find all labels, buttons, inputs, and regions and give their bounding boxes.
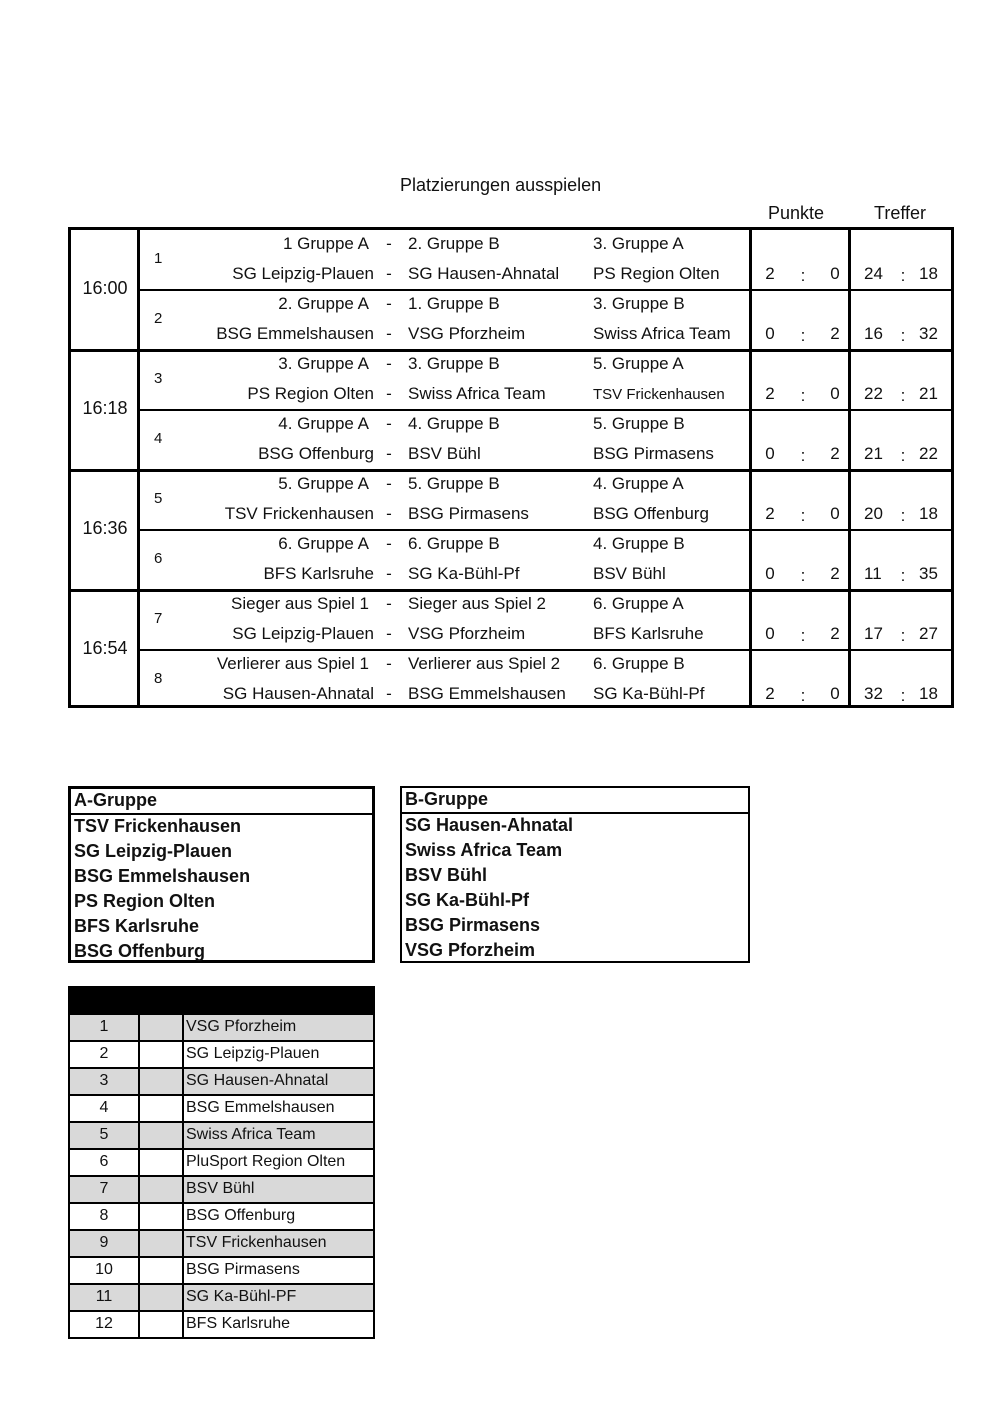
dash: - (386, 384, 392, 403)
referee-team: BSV Bühl (593, 564, 666, 583)
referee-team: BSG Pirmasens (593, 444, 714, 463)
ranking-position: 11 (70, 1285, 140, 1310)
points-away: 2 (830, 624, 840, 643)
goals-home: 22 (864, 384, 883, 403)
ranking-team: BFS Karlsruhe (186, 1315, 291, 1332)
dash: - (386, 564, 392, 583)
points-colon: : (800, 266, 806, 285)
goals-home: 32 (864, 684, 883, 703)
ranking-position: 1 (70, 1015, 140, 1040)
ranking-position: 12 (70, 1312, 140, 1337)
group-team: VSG Pforzheim (405, 940, 536, 960)
away-seed-label: 6. Gruppe B (408, 534, 500, 553)
ranking-empty-cell (140, 1069, 184, 1094)
goals-colon: : (900, 626, 906, 645)
points-home: 2 (765, 264, 775, 283)
home-seed-label: Verlierer aus Spiel 1 (216, 654, 369, 673)
away-team: BSG Emmelshausen (408, 684, 566, 703)
away-team: SG Hausen-Ahnatal (408, 264, 560, 283)
points-away: 0 (830, 264, 840, 283)
points-home: 2 (765, 504, 775, 523)
ranking-empty-cell (140, 1177, 184, 1202)
dash: - (386, 504, 392, 523)
goals-away: 22 (919, 444, 938, 463)
points-colon: : (800, 506, 806, 525)
ranking-team: BSV Bühl (186, 1180, 255, 1197)
away-seed-label: 5. Gruppe B (408, 474, 500, 493)
away-seed-label: Sieger aus Spiel 2 (408, 594, 546, 613)
referee-seed-label: 6. Gruppe B (593, 654, 685, 673)
ranking-position: 6 (70, 1150, 140, 1175)
ranking-empty-cell (140, 1231, 184, 1256)
home-team: SG Hausen-Ahnatal (222, 684, 374, 703)
ranking-empty-cell (140, 1204, 184, 1229)
ranking-row (70, 1256, 373, 1283)
ranking-team: Swiss Africa Team (186, 1126, 316, 1143)
time-divider (137, 230, 140, 705)
ranking-position: 3 (70, 1069, 140, 1094)
referee-seed-label: 6. Gruppe A (593, 594, 684, 613)
referee-team: PS Region Olten (593, 264, 720, 283)
goals-colon: : (900, 566, 906, 585)
referee-seed-label: 5. Gruppe A (593, 354, 684, 373)
group-team: BFS Karlsruhe (74, 916, 200, 936)
ranking-empty-cell (140, 1312, 184, 1337)
goals-home: 17 (864, 624, 883, 643)
points-away: 2 (830, 324, 840, 343)
points-home: 0 (765, 624, 775, 643)
home-seed-label: 3. Gruppe A (278, 354, 369, 373)
dash: - (386, 474, 392, 493)
dash: - (386, 534, 392, 553)
points-colon: : (800, 686, 806, 705)
group-team: SG Leipzig-Plauen (74, 841, 233, 861)
ranking-team: BSG Pirmasens (186, 1261, 300, 1278)
home-team: SG Leipzig-Plauen (232, 624, 374, 643)
away-team: Swiss Africa Team (408, 384, 546, 403)
ranking-empty-cell (140, 1096, 184, 1121)
dash: - (386, 684, 392, 703)
game-number: 1 (154, 250, 163, 267)
ranking-row (70, 1121, 373, 1148)
ranking-row (70, 1148, 373, 1175)
points-home: 2 (765, 684, 775, 703)
group-team: BSG Offenburg (74, 941, 205, 961)
dash: - (386, 234, 392, 253)
ranking-row (70, 1283, 373, 1310)
ranking-team: BSG Emmelshausen (186, 1099, 335, 1116)
game-divider (137, 529, 951, 531)
ranking-position: 7 (70, 1177, 140, 1202)
points-header: Punkte (768, 203, 825, 223)
referee-team: BFS Karlsruhe (593, 624, 704, 643)
home-team: SG Leipzig-Plauen (232, 264, 374, 283)
dash: - (386, 444, 392, 463)
game-number: 7 (154, 610, 163, 627)
group-team: BSV Bühl (405, 865, 488, 885)
away-team: BSG Pirmasens (408, 504, 529, 523)
points-colon: : (800, 386, 806, 405)
ranking-row (70, 1094, 373, 1121)
goals-header: Treffer (874, 203, 927, 223)
game-number: 3 (154, 370, 163, 387)
ranking-empty-cell (140, 1042, 184, 1067)
ranking-empty-cell (140, 1015, 184, 1040)
schedule-table (68, 227, 954, 708)
group-b-box (400, 786, 750, 963)
points-away: 0 (830, 684, 840, 703)
ranking-position: 4 (70, 1096, 140, 1121)
goals-colon: : (900, 506, 906, 525)
slot-time: 16:54 (82, 638, 128, 658)
referee-seed-label: 3. Gruppe B (593, 294, 685, 313)
group-b-title: B-Gruppe (402, 788, 748, 814)
ranking-row (70, 1229, 373, 1256)
ranking-team: SG Ka-Bühl-PF (186, 1288, 297, 1305)
away-seed-label: 3. Gruppe B (408, 354, 500, 373)
game-number: 8 (154, 670, 163, 687)
referee-seed-label: 4. Gruppe A (593, 474, 684, 493)
goals-colon: : (900, 446, 906, 465)
points-home: 0 (765, 564, 775, 583)
goals-away: 18 (919, 684, 938, 703)
ranking-empty-cell (140, 1285, 184, 1310)
goals-away: 18 (919, 504, 938, 523)
group-team: Swiss Africa Team (405, 840, 563, 860)
goals-colon: : (900, 266, 906, 285)
game-divider (137, 289, 951, 291)
ranking-team: SG Hausen-Ahnatal (186, 1072, 329, 1089)
referee-seed-label: 4. Gruppe B (593, 534, 685, 553)
page-title: Platzierungen ausspielen (400, 175, 602, 195)
goals-home: 21 (864, 444, 883, 463)
home-team: BSG Emmelshausen (216, 324, 374, 343)
points-home: 0 (765, 444, 775, 463)
goals-away: 27 (919, 624, 938, 643)
ranking-team: PluSport Region Olten (186, 1153, 346, 1170)
away-team: BSV Bühl (408, 444, 481, 463)
dash: - (386, 264, 392, 283)
slot-divider (71, 469, 951, 472)
home-team: BSG Offenburg (258, 444, 374, 463)
slot-divider (71, 349, 951, 352)
ranking-position: 10 (70, 1258, 140, 1283)
goals-away: 35 (919, 564, 938, 583)
group-a-title: A-Gruppe (71, 789, 372, 815)
goals-away: 21 (919, 384, 938, 403)
away-seed-label: Verlierer aus Spiel 2 (408, 654, 561, 673)
points-divider (749, 230, 752, 705)
points-colon: : (800, 326, 806, 345)
ranking-team: BSG Offenburg (186, 1207, 296, 1224)
group-team: BSG Pirmasens (405, 915, 541, 935)
goals-home: 11 (864, 564, 882, 583)
home-team: BFS Karlsruhe (263, 564, 374, 583)
home-seed-label: 5. Gruppe A (278, 474, 369, 493)
referee-seed-label: 3. Gruppe A (593, 234, 684, 253)
points-colon: : (800, 626, 806, 645)
goals-away: 18 (919, 264, 938, 283)
game-number: 6 (154, 550, 163, 567)
home-seed-label: 2. Gruppe A (278, 294, 369, 313)
ranking-row (70, 1013, 373, 1040)
slot-time: 16:36 (82, 518, 128, 538)
ranking-empty-cell (140, 1258, 184, 1283)
slot-divider (71, 589, 951, 592)
away-seed-label: 1. Gruppe B (408, 294, 500, 313)
game-divider (137, 409, 951, 411)
ranking-team: TSV Frickenhausen (186, 1234, 327, 1251)
home-team: TSV Frickenhausen (224, 504, 374, 523)
group-team: SG Hausen-Ahnatal (405, 815, 574, 835)
ranking-empty-cell (140, 1123, 184, 1148)
game-number: 5 (154, 490, 163, 507)
ranking-table (68, 986, 375, 1339)
goals-divider (848, 230, 851, 705)
group-team: PS Region Olten (74, 891, 216, 911)
goals-away: 32 (919, 324, 938, 343)
points-home: 2 (765, 384, 775, 403)
game-number: 2 (154, 310, 163, 327)
ranking-empty-cell (140, 1150, 184, 1175)
home-seed-label: 4. Gruppe A (278, 414, 369, 433)
dash: - (386, 594, 392, 613)
ranking-row (70, 1202, 373, 1229)
ranking-position: 2 (70, 1042, 140, 1067)
points-home: 0 (765, 324, 775, 343)
ranking-header-bar (70, 988, 373, 1013)
game-number: 4 (154, 430, 163, 447)
ranking-team: SG Leipzig-Plauen (186, 1045, 320, 1062)
group-team: BSG Emmelshausen (74, 866, 251, 886)
group-team: TSV Frickenhausen (74, 816, 242, 836)
goals-colon: : (900, 386, 906, 405)
points-away: 2 (830, 444, 840, 463)
home-seed-label: 1 Gruppe A (282, 234, 369, 253)
referee-team: TSV Frickenhausen (593, 386, 725, 403)
ranking-position: 8 (70, 1204, 140, 1229)
group-team: SG Ka-Bühl-Pf (405, 890, 529, 910)
away-team: VSG Pforzheim (408, 324, 526, 343)
goals-home: 16 (864, 324, 883, 343)
points-away: 0 (830, 504, 840, 523)
away-seed-label: 4. Gruppe B (408, 414, 500, 433)
dash: - (386, 624, 392, 643)
ranking-position: 5 (70, 1123, 140, 1148)
goals-home: 20 (864, 504, 883, 523)
goals-colon: : (900, 326, 906, 345)
ranking-row (70, 1067, 373, 1094)
ranking-row (70, 1175, 373, 1202)
home-team: PS Region Olten (247, 384, 374, 403)
slot-time: 16:18 (82, 398, 128, 418)
referee-seed-label: 5. Gruppe B (593, 414, 685, 433)
points-colon: : (800, 566, 806, 585)
away-team: SG Ka-Bühl-Pf (408, 564, 520, 583)
ranking-team: VSG Pforzheim (186, 1018, 297, 1035)
referee-team: SG Ka-Bühl-Pf (593, 684, 705, 703)
game-divider (137, 649, 951, 651)
points-colon: : (800, 446, 806, 465)
dash: - (386, 294, 392, 313)
ranking-row (70, 1310, 373, 1337)
ranking-row (70, 1040, 373, 1067)
dash: - (386, 414, 392, 433)
home-seed-label: 6. Gruppe A (278, 534, 369, 553)
away-seed-label: 2. Gruppe B (408, 234, 500, 253)
away-team: VSG Pforzheim (408, 624, 526, 643)
points-away: 2 (830, 564, 840, 583)
referee-team: Swiss Africa Team (593, 324, 731, 343)
dash: - (386, 324, 392, 343)
dash: - (386, 654, 392, 673)
goals-colon: : (900, 686, 906, 705)
dash: - (386, 354, 392, 373)
home-seed-label: Sieger aus Spiel 1 (231, 594, 369, 613)
goals-home: 24 (864, 264, 883, 283)
group-a-box (68, 786, 375, 963)
points-away: 0 (830, 384, 840, 403)
ranking-position: 9 (70, 1231, 140, 1256)
referee-team: BSG Offenburg (593, 504, 709, 523)
slot-time: 16:00 (82, 278, 128, 298)
